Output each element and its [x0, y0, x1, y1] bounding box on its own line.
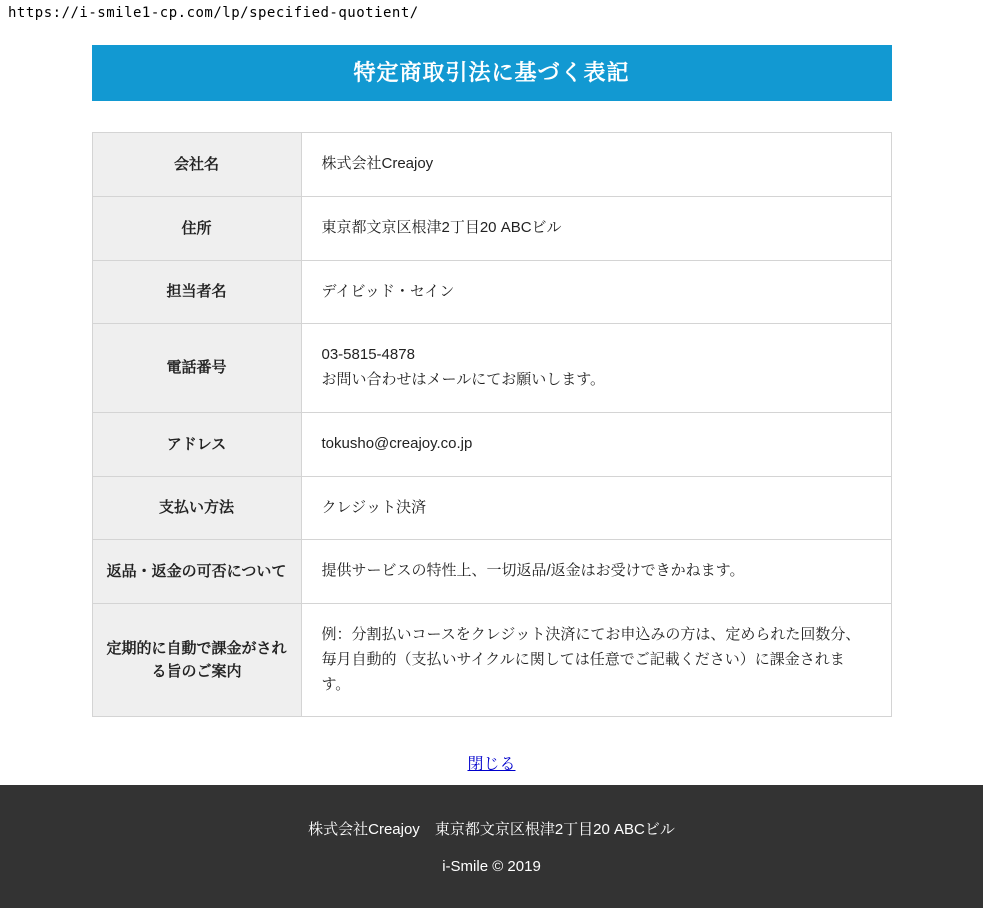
table-row [92, 260, 891, 324]
row-value: 03-5815-4878 お問い合わせはメールにてお願いします。 [301, 324, 891, 413]
browser-url: https://i-smile1-cp.com/lp/specified-quotient/ [8, 5, 419, 21]
close-link-container [92, 751, 892, 774]
row-value: 東京都文京区根津2丁目20 ABCビル [301, 196, 891, 260]
page-title: 特定商取引法に基づく表記 [353, 60, 630, 85]
row-label: 住所 [92, 196, 301, 260]
row-label: 支払い方法 [92, 476, 301, 540]
row-label: 会社名 [92, 133, 301, 197]
close-link[interactable]: 閉じる [467, 756, 516, 774]
footer-company-address: 株式会社Creajoy 東京都文京区根津2丁目20 ABCビル [308, 821, 675, 838]
row-value: クレジット決済 [301, 476, 891, 540]
row-value: 株式会社Creajoy [301, 133, 891, 197]
table-row [92, 412, 891, 476]
table-row [92, 133, 891, 197]
row-value: 提供サービスの特性上、一切返品/返金はお受けできかねます。 [301, 540, 891, 604]
row-label: 担当者名 [92, 260, 301, 324]
row-label: 電話番号 [92, 324, 301, 413]
row-value: デイビッド・セイン [301, 260, 891, 324]
row-label: アドレス [92, 412, 301, 476]
main-content [92, 45, 892, 774]
table-row [92, 604, 891, 717]
row-value: 例：分割払いコースをクレジット決済にてお申込みの方は、定められた回数分、毎月自動的（支払いサイクルに関しては任意でご記載ください）に課金されます。 [301, 604, 891, 717]
tokusho-table-body [92, 133, 891, 717]
row-value: tokusho@creajoy.co.jp [301, 412, 891, 476]
table-row [92, 476, 891, 540]
footer-copyright: i-Smile © 2019 [442, 858, 541, 875]
table-row [92, 540, 891, 604]
row-label: 返品・返金の可否について [92, 540, 301, 604]
page-title-bar [92, 45, 892, 101]
tokusho-table [92, 132, 892, 717]
row-label: 定期的に自動で課金がされる旨のご案内 [92, 604, 301, 717]
table-row [92, 324, 891, 413]
page-footer [0, 785, 983, 908]
table-row [92, 196, 891, 260]
